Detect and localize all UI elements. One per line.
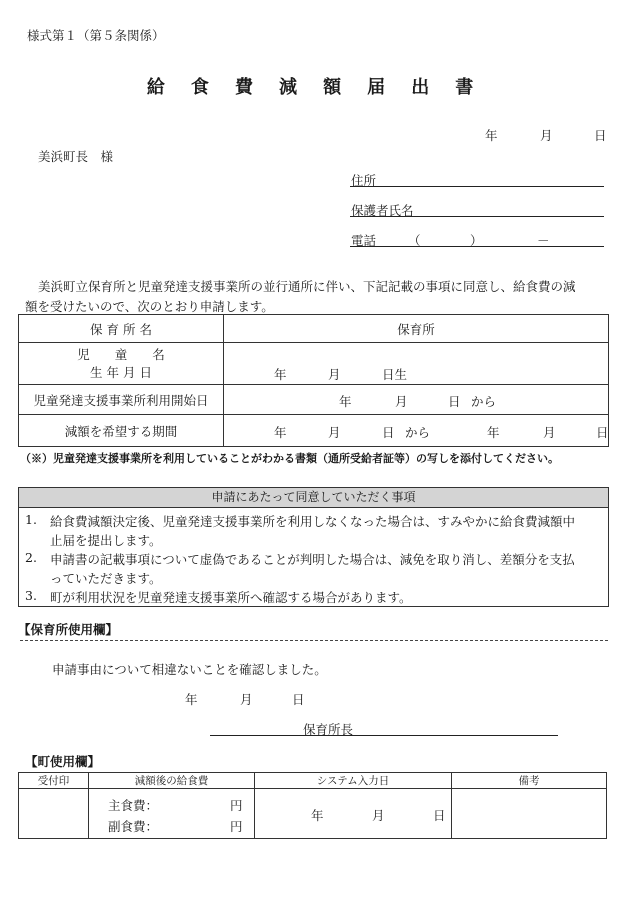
town-section-heading: 【町使用欄】 xyxy=(25,754,101,769)
remarks-cell[interactable] xyxy=(452,789,607,839)
consent-box xyxy=(18,487,609,607)
period-from: から xyxy=(405,425,431,440)
sys-month: 月 xyxy=(372,808,385,823)
child-value-cell[interactable] xyxy=(224,343,609,385)
receipt-stamp-cell[interactable] xyxy=(19,789,89,839)
application-table xyxy=(18,314,609,447)
col-receipt-label: 受付印 xyxy=(37,775,70,787)
period-year-1: 年 xyxy=(274,425,287,440)
birth-month: 月 xyxy=(328,367,341,382)
system-date-cell[interactable] xyxy=(255,789,452,839)
consent-item-2-line-1: 申請書の記載事項について虚偽であることが判明した場合は、減免を取り消し、差額分を支払 xyxy=(50,552,575,567)
nursery-label-cell xyxy=(19,315,224,343)
start-month: 月 xyxy=(395,394,408,409)
col-reduced xyxy=(89,773,255,789)
phone-line[interactable] xyxy=(350,246,604,247)
start-from: から xyxy=(471,394,497,409)
phone-label: 電話 xyxy=(351,233,377,248)
address-line[interactable] xyxy=(350,186,604,187)
confirm-day: 日 xyxy=(292,692,305,707)
phone-close: ） xyxy=(470,233,483,248)
phone-dash: － xyxy=(537,233,550,248)
consent-item-3-line-1: 町が利用状況を児童発達支援事業所へ確認する場合があります。 xyxy=(50,590,412,605)
page-title: 給 食 費 減 額 届 出 書 xyxy=(146,77,484,98)
period-label-cell xyxy=(19,415,224,447)
nursery-label: 保 育 所 名 xyxy=(90,321,152,337)
side-food-label: 副食費： xyxy=(108,819,159,834)
consent-num-3: 3. xyxy=(25,588,37,603)
director-signature-line[interactable] xyxy=(210,735,558,736)
start-label-cell xyxy=(19,385,224,415)
start-value-cell[interactable] xyxy=(224,385,609,415)
addressee: 美浜町長 様 xyxy=(38,149,114,164)
attachment-note: （※）児童発達支援事業所を利用していることがわかる書類（通所受給者証等）の写しを添付してください。 xyxy=(20,452,559,465)
start-label: 児童発達支援事業所利用開始日 xyxy=(33,392,209,408)
nursery-value-cell[interactable] xyxy=(224,315,609,343)
confirm-month: 月 xyxy=(240,692,253,707)
date-day: 日 xyxy=(594,128,607,143)
child-label-cell xyxy=(19,343,224,385)
birth-label: 生 年 月 日 xyxy=(90,364,152,380)
col-reduced-label: 減額後の給食費 xyxy=(134,775,209,787)
form-label: 様式第１（第５条関係） xyxy=(27,28,165,43)
col-system xyxy=(255,773,452,789)
confirm-text: 申請事由について相違ないことを確認しました。 xyxy=(52,662,327,677)
address-label: 住所 xyxy=(351,173,377,188)
intro-line-1: 美浜町立保育所と児童発達支援事業所の並行通所に伴い、下記記載の事項に同意し、給食費の減 xyxy=(38,279,576,294)
intro-line-2: 額を受けたいので、次のとおり申請します。 xyxy=(25,299,274,314)
phone-open: （ xyxy=(408,233,421,248)
start-day: 日 xyxy=(448,394,461,409)
guardian-line[interactable] xyxy=(350,216,604,217)
period-value-cell[interactable] xyxy=(224,415,609,447)
guardian-label: 保護者氏名 xyxy=(351,203,414,218)
period-year-2: 年 xyxy=(487,425,500,440)
date-month: 月 xyxy=(540,128,553,143)
period-month-1: 月 xyxy=(328,425,341,440)
col-system-label: システム入力日 xyxy=(316,775,390,787)
main-food-label: 主食費： xyxy=(108,798,159,813)
consent-header: 申請にあたって同意していただく事項 xyxy=(19,488,608,508)
sys-day: 日 xyxy=(433,808,446,823)
start-year: 年 xyxy=(339,394,352,409)
consent-item-2-line-2: っていただきます。 xyxy=(50,571,162,586)
period-day-2: 日 xyxy=(596,425,609,440)
main-food-yen: 円 xyxy=(230,798,243,813)
side-food-yen: 円 xyxy=(230,819,243,834)
col-remarks xyxy=(452,773,607,789)
sys-year: 年 xyxy=(311,808,324,823)
birth-day: 日生 xyxy=(382,367,408,382)
consent-num-1: 1. xyxy=(25,512,37,527)
period-month-2: 月 xyxy=(543,425,556,440)
col-remarks-label: 備考 xyxy=(518,775,540,787)
confirm-year: 年 xyxy=(185,692,198,707)
birth-year: 年 xyxy=(274,367,287,382)
nursery-section-heading: 【保育所使用欄】 xyxy=(18,622,119,637)
consent-item-1-line-1: 給食費減額決定後、児童発達支援事業所を利用しなくなった場合は、すみやかに給食費減額中 xyxy=(50,514,576,529)
period-label: 減額を希望する期間 xyxy=(64,423,178,439)
director-label: 保育所長 xyxy=(303,722,354,737)
nursery-value: 保育所 xyxy=(397,321,435,337)
child-name-label: 児 童 名 xyxy=(77,346,165,362)
date-year: 年 xyxy=(485,128,498,143)
reduced-cell[interactable] xyxy=(89,789,255,839)
town-use-table xyxy=(18,772,607,839)
consent-num-2: 2. xyxy=(25,550,37,565)
col-receipt xyxy=(19,773,89,789)
period-day-1: 日 xyxy=(382,425,395,440)
dashed-divider xyxy=(20,640,608,641)
consent-item-1-line-2: 止届を提出します。 xyxy=(50,533,162,548)
